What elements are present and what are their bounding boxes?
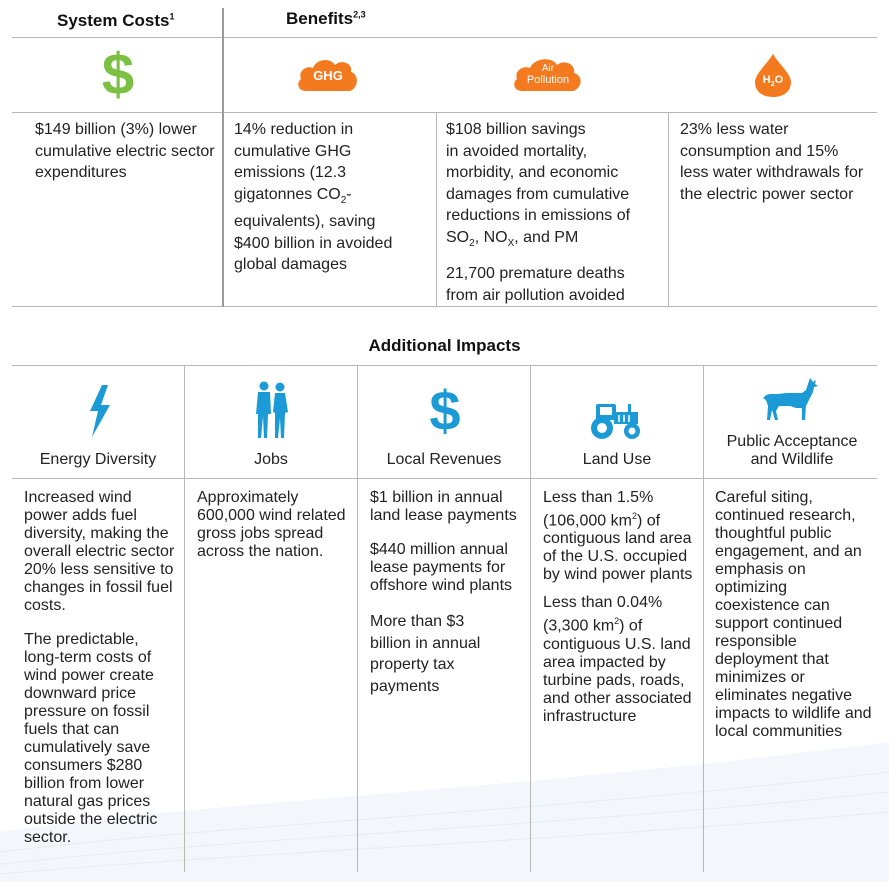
- h2o-icon-label: $H_2O$: [762, 74, 784, 89]
- energy-paragraph: Increased wind power adds fuel diversity, making the overall electric sector 20% less sensitive to changes in fossil fuel costs.: [24, 489, 175, 614]
- energy-diversity-label: Energy Diversity: [39, 451, 157, 468]
- water-paragraph: 23% less water consumption and 15% less water withdrawals for the electric power sector: [680, 121, 864, 203]
- ghg-icon-label: GHG: [313, 68, 343, 83]
- ghg-line: equivalents), saving: [234, 213, 376, 231]
- air-line: damages from cumulative: [446, 185, 630, 203]
- deer-icon: [760, 376, 822, 422]
- air-icon-label: Air: [541, 63, 555, 74]
- pollution-icon-label: Pollution: [526, 74, 570, 86]
- ghg-cloud-icon: [296, 55, 360, 95]
- land-paragraph: Less than 0.04% (3,300 $km^2$) of contiguous U.S. land area impacted by turbine pads, roads, and other associated infrastructure: [543, 594, 692, 725]
- lightning-icon: [86, 385, 112, 437]
- local-revenues-text: [370, 489, 524, 697]
- public-acceptance-label-line: and Wildlife: [750, 451, 834, 468]
- water-drop-icon: [751, 52, 795, 98]
- ghg-benefit-text: [234, 119, 434, 276]
- revenues-line: payments: [370, 677, 440, 695]
- icon-row-divider: [12, 112, 877, 113]
- top-table-bottom-border: [12, 306, 877, 307]
- costs-benefits-divider: [222, 8, 224, 307]
- jobs-paragraph: Approximately 600,000 wind related gross jobs spread across the nation.: [197, 489, 346, 560]
- impacts-top-border: [12, 365, 877, 366]
- air-line: $108 billion savings: [446, 121, 586, 138]
- system-costs-paragraph: $149 billion (3%) lower cumulative electric sector expenditures: [35, 121, 215, 181]
- land-use-label: Land Use: [582, 451, 652, 468]
- revenues-paragraph: [370, 611, 524, 697]
- revenues-line: More than $3: [370, 613, 465, 630]
- air-water-divider: [668, 113, 669, 306]
- air-pollution-benefit-text: [446, 119, 666, 306]
- public-acceptance-label-line: Public Acceptance: [726, 433, 858, 450]
- ghg-air-divider: [436, 113, 437, 306]
- land-use-text: [543, 489, 697, 726]
- public-acceptance-label: [704, 433, 880, 469]
- impacts-col-divider-3: [530, 366, 531, 872]
- air-line: 21,700 premature deaths: [446, 265, 625, 283]
- wildlife-text: [715, 489, 875, 741]
- jobs-label: Jobs: [254, 451, 288, 468]
- revenues-paragraph: $1 billion in annual land lease payments: [370, 489, 517, 524]
- air-line: in avoided mortality,: [446, 142, 588, 160]
- land-paragraph: Less than 1.5% (106,000 $km^2$) of contiguous land area of the U.S. occupied by wind power plants: [543, 489, 693, 584]
- dollar-icon: [100, 46, 136, 102]
- revenues-line: property tax: [370, 656, 455, 673]
- impacts-label-divider: [12, 478, 877, 479]
- water-benefit-text: [680, 119, 870, 205]
- local-revenues-label: Local Revenues: [386, 451, 502, 468]
- ghg-line: gigatonnes $CO_2-$: [234, 185, 352, 206]
- air-line: reductions in emissions of: [446, 207, 631, 224]
- impacts-col-divider-1: [184, 366, 185, 872]
- additional-impacts-header: Additional Impacts: [368, 336, 521, 355]
- air-line: $SO_2$, $NO_X$, and PM: [446, 228, 579, 249]
- svg-text:$: $: [101, 46, 135, 102]
- benefits-header: Benefits$^{2,3}$: [286, 9, 366, 28]
- svg-text:$: $: [429, 384, 461, 438]
- energy-diversity-text: [24, 489, 178, 847]
- ghg-line: $400 billion in avoided: [234, 234, 393, 252]
- system-costs-text: [35, 119, 217, 184]
- air-line: morbidity, and economic: [446, 164, 619, 181]
- ghg-line: cumulative GHG: [234, 142, 352, 160]
- air-line: from air pollution avoided: [446, 286, 625, 304]
- energy-paragraph: The predictable, long-term costs of wind power create downward price pressure on fossil fuels that can cumulatively save consumers $280 billion from lower natural gas prices outside the electric sector.: [24, 631, 158, 846]
- revenues-line: billion in annual: [370, 634, 481, 652]
- ghg-line: emissions (12.3: [234, 164, 347, 181]
- header-divider: [12, 37, 877, 38]
- impacts-col-divider-2: [357, 366, 358, 872]
- ghg-line: 14% reduction in: [234, 121, 354, 138]
- jobs-text: [197, 489, 351, 561]
- tractor-icon: [588, 402, 644, 440]
- system-costs-header: System Costs$^1$: [57, 11, 175, 30]
- air-pollution-cloud-icon: [512, 55, 584, 95]
- dollar-blue-icon: [428, 384, 462, 438]
- people-icon: [254, 380, 290, 440]
- revenues-paragraph: $440 million annual lease payments for offshore wind plants: [370, 541, 513, 594]
- wildlife-paragraph: Careful siting, continued research, thoughtful public engagement, and an emphasis on optimizing coexistence can support continued responsible deployment that minimizes or eliminates negative impacts to wildlife and local communities: [715, 489, 872, 740]
- ghg-line: global damages: [234, 256, 347, 274]
